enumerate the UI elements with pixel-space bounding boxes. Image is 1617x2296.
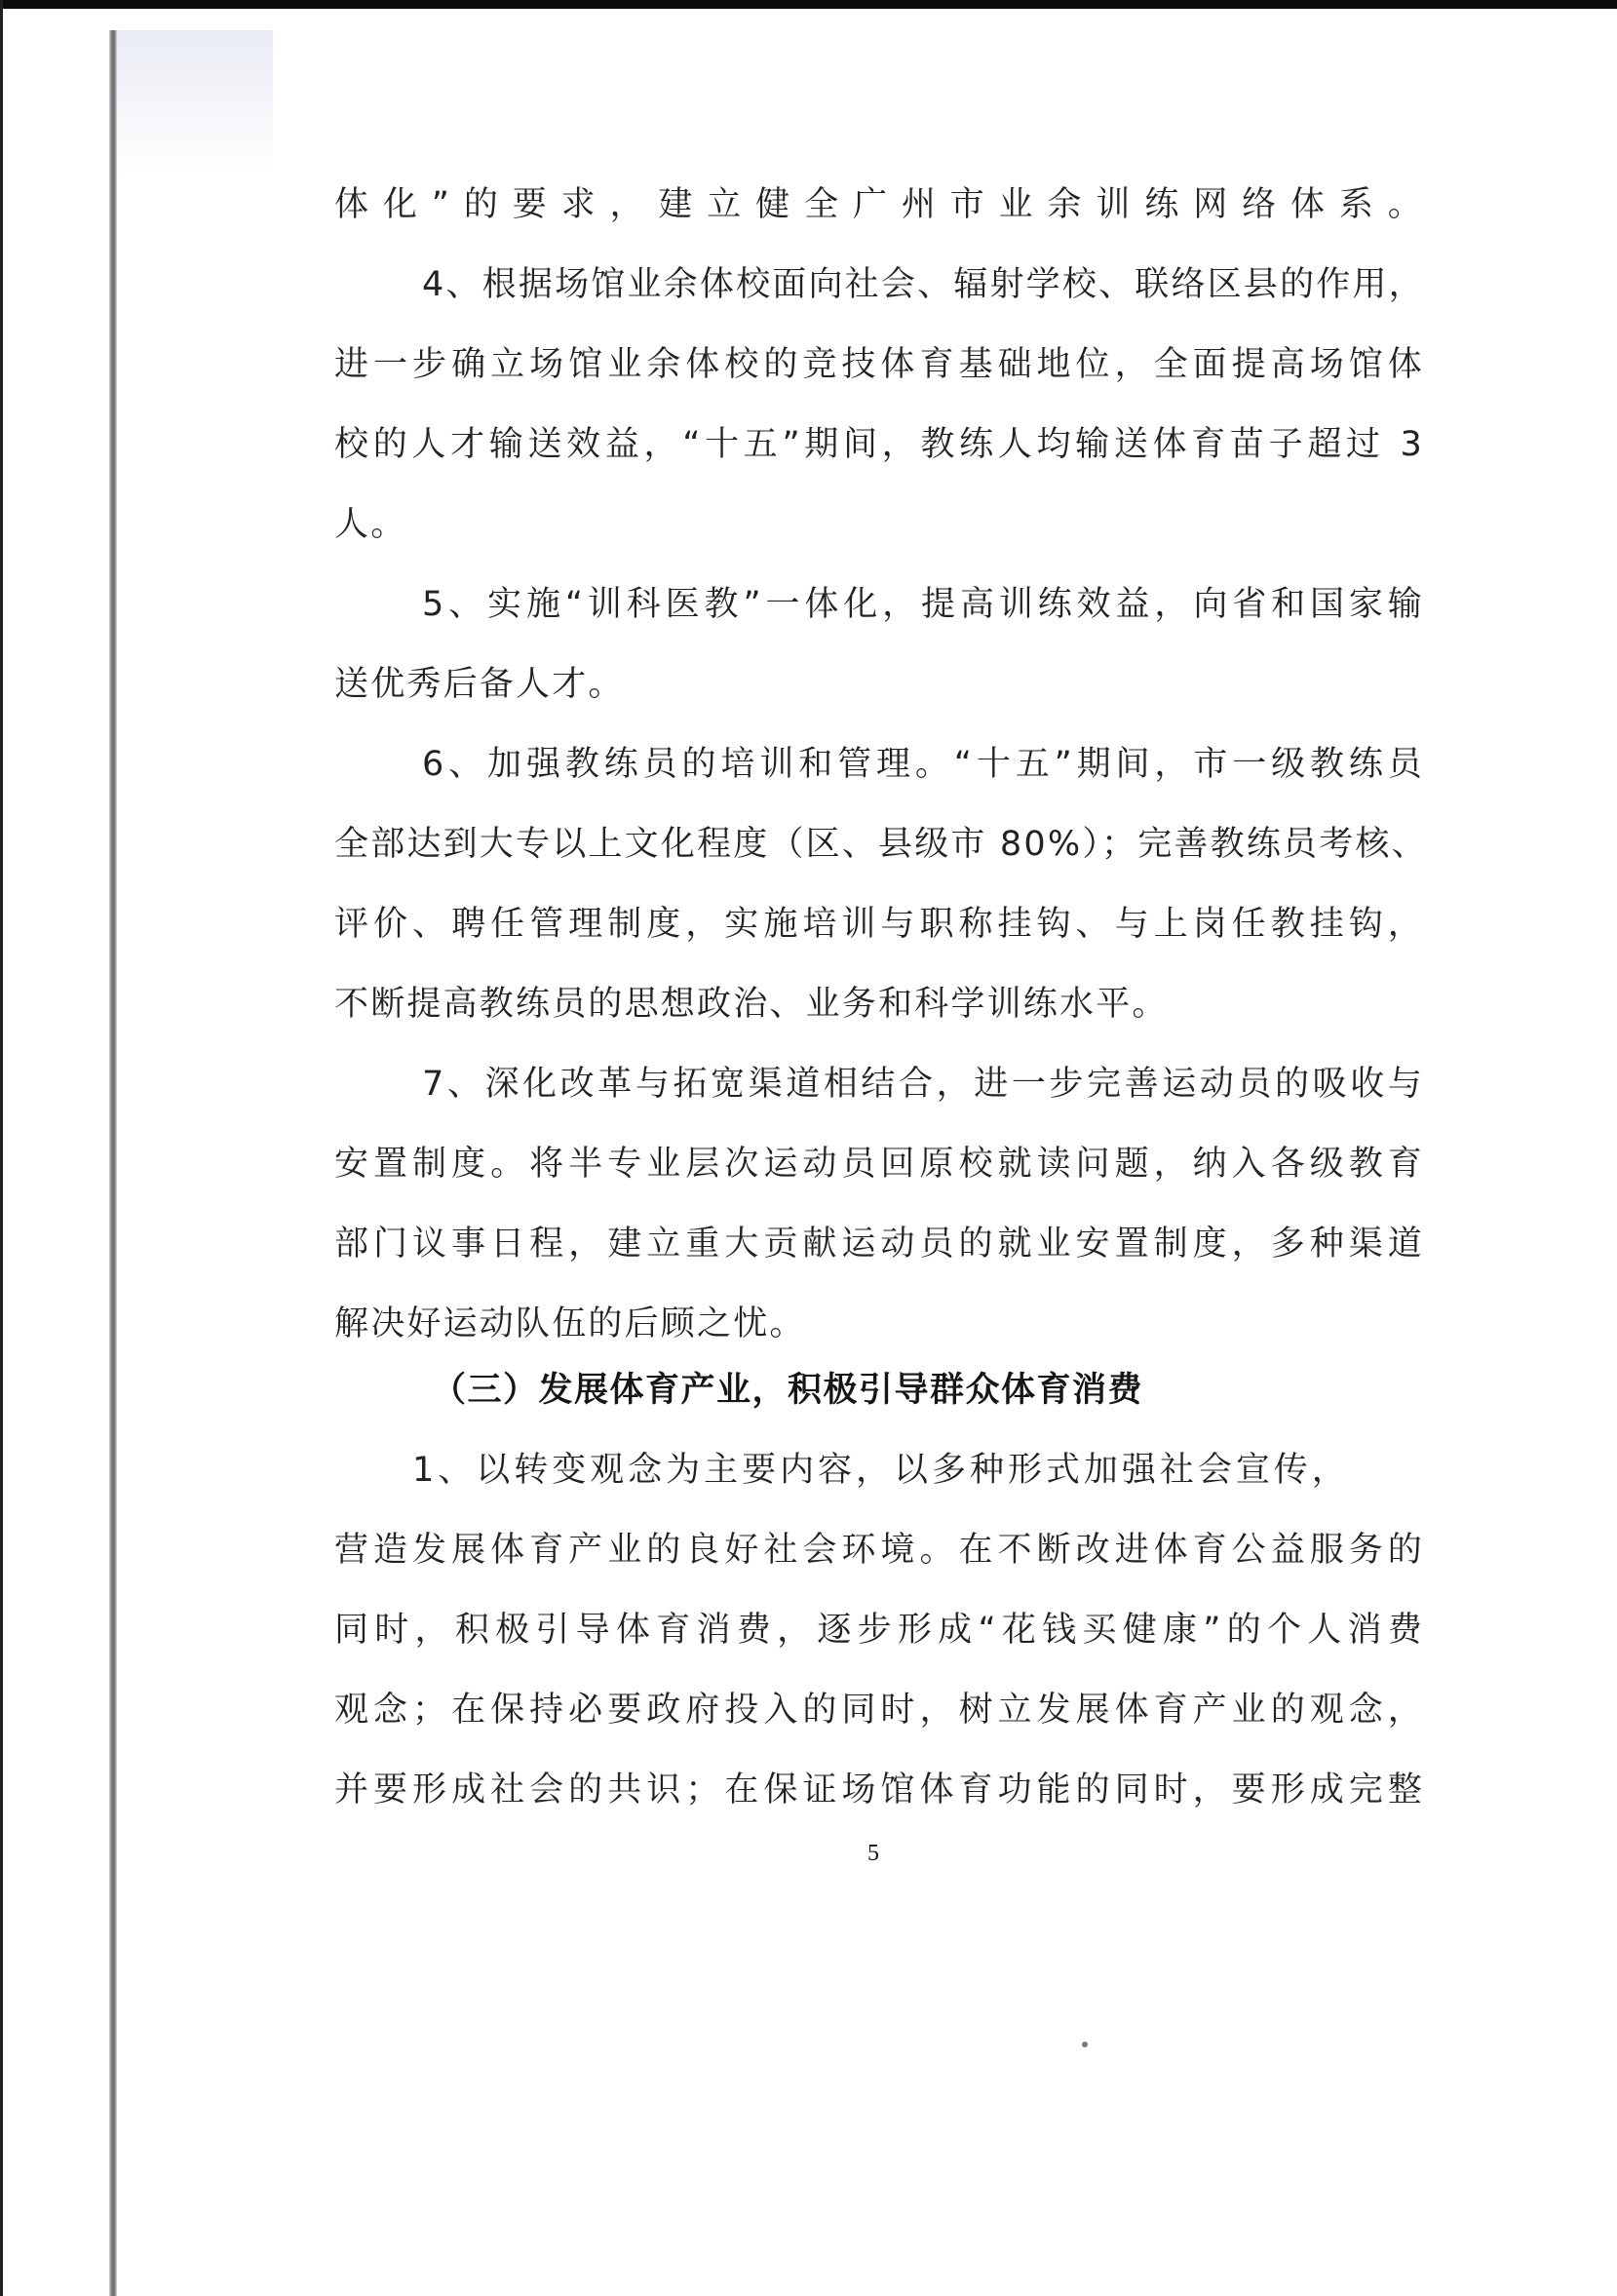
page-number: 5 [867,1841,879,1866]
text-line: 送优秀后备人才。 [334,665,625,704]
item-5-start: 5、实施“训科医教”一体化，提高训练效益，向省和国家输 [422,585,1424,624]
scan-left-border [0,0,3,2296]
text-line: 人。 [334,505,407,544]
text-line: 观念；在保持必要政府投入的同时，树立发展体育产业的观念， [334,1691,1424,1730]
scan-smudge [117,30,273,176]
text-line: 并要形成社会的共识；在保证场馆体育功能的同时，要形成完整 [334,1771,1424,1810]
text-line: 不断提高教练员的思想政治、业务和科学训练水平。 [334,985,1169,1024]
scan-top-border [0,0,1617,9]
text-line: 部门议事日程，建立重大贡献运动员的就业安置制度，多种渠道 [334,1225,1424,1264]
section-heading: （三）发展体育产业，积极引导群众体育消费 [432,1371,1144,1410]
scan-speck [1082,2042,1088,2047]
text-line: 安置制度。将半专业层次运动员回原校就读问题，纳入各级教育 [334,1145,1424,1184]
text-line: 评价、聘任管理制度，实施培训与职称挂钩、与上岗任教挂钩， [334,905,1424,944]
item-4-start: 4、根据场馆业余体校面向社会、辐射学校、联络区县的作用， [422,265,1425,304]
text-line: 校的人才输送效益，“十五”期间，教练人均输送体育苗子超过 3 [334,425,1424,464]
text-line: 解决好运动队伍的后顾之忧。 [334,1304,806,1343]
text-line: 全部达到大专以上文化程度（区、县级市 80%）；完善教练员考核、 [334,825,1428,864]
binding-shadow-line [109,30,117,2296]
item-1-start: 1、以转变观念为主要内容，以多种形式加强社会宣传， [412,1451,1348,1490]
item-6-start: 6、加强教练员的培训和管理。“十五”期间，市一级教练员 [422,745,1424,784]
text-line: 进一步确立场馆业余体校的竞技体育基础地位，全面提高场馆体 [334,345,1424,384]
item-7-start: 7、深化改革与拓宽渠道相结合，进一步完善运动员的吸收与 [422,1065,1424,1104]
text-line: 同时，积极引导体育消费，逐步形成“花钱买健康”的个人消费 [334,1611,1424,1650]
text-line: 营造发展体育产业的良好社会环境。在不断改进体育公益服务的 [334,1531,1424,1570]
text-line: 体化”的要求，建立健全广州市业余训练网络体系。 [334,185,1424,224]
